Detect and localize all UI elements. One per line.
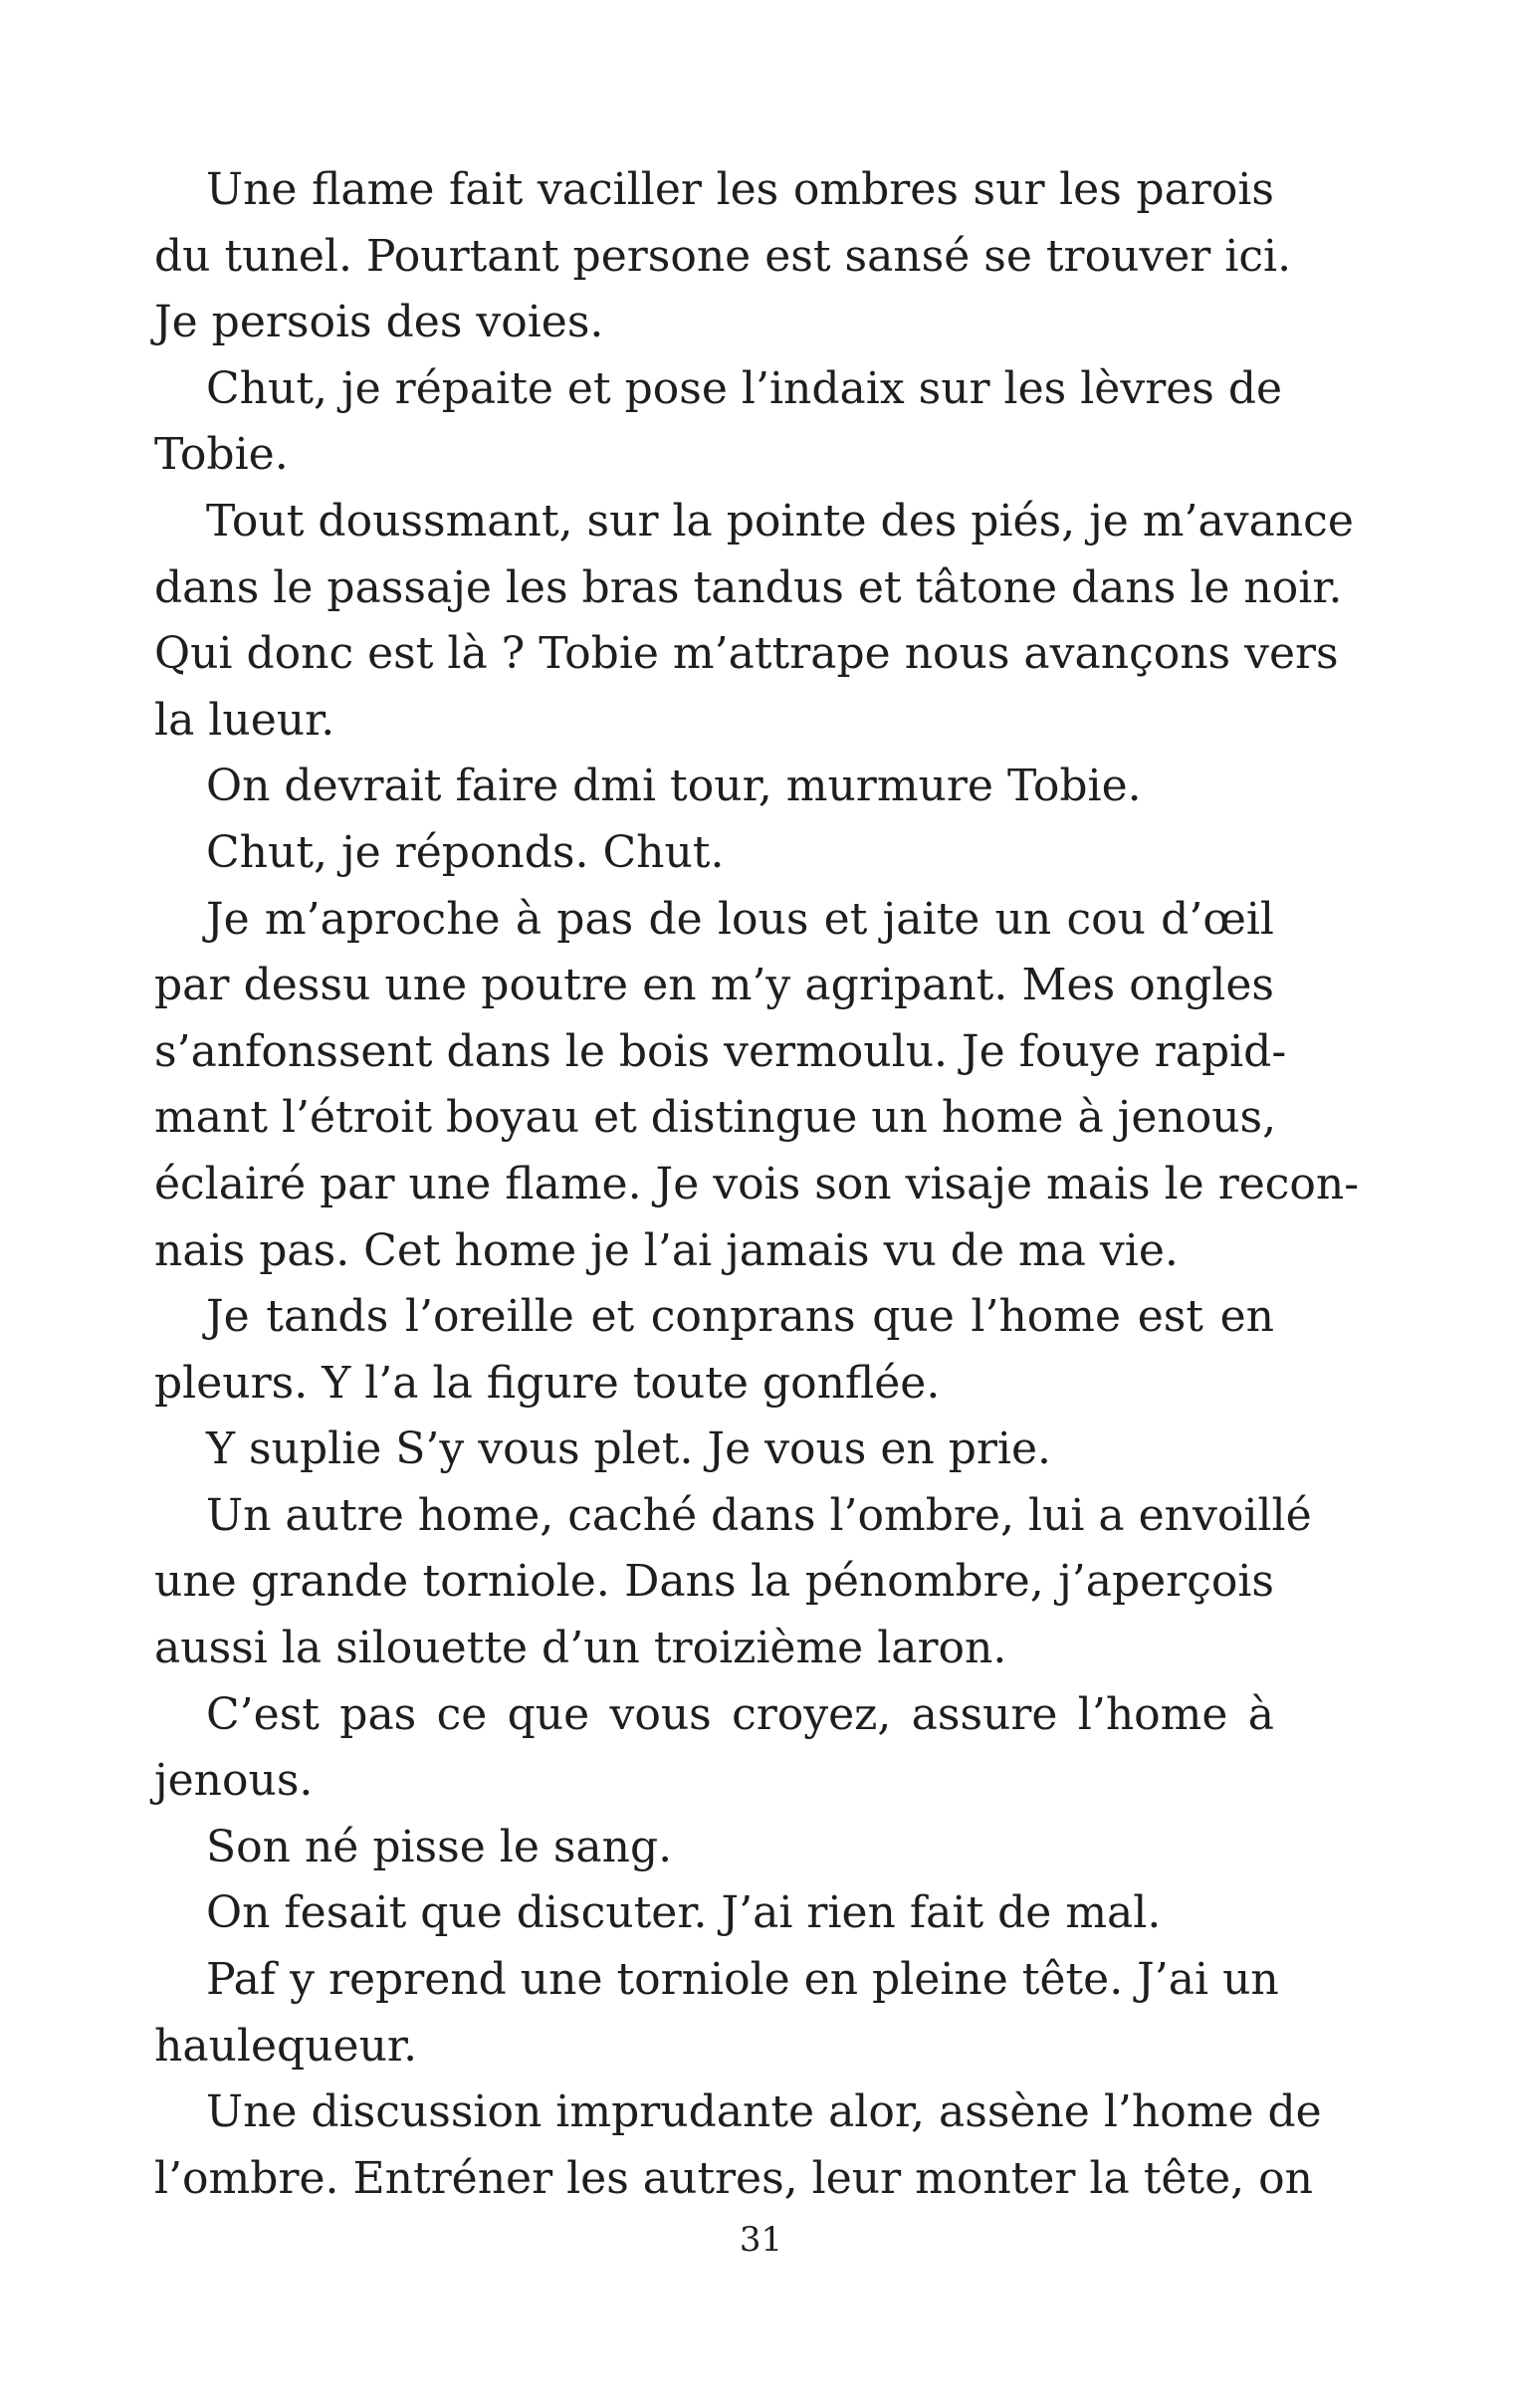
text-line: nais pas. Cet home je l’ai jamais vu de ma vie.: [154, 1224, 1179, 1276]
text-line: Chut, je répaite et pose l’indaix sur les lèvres de: [206, 362, 1283, 414]
text-line: On fesait que discuter. J’ai rien fait de mal.: [206, 1887, 1162, 1939]
text-line: Tobie.: [154, 429, 289, 481]
text-line: Un autre home, caché dans l’ombre, lui a envoillé: [206, 1489, 1312, 1541]
text-line: par dessu une poutre en m’y agripant. Mes ongles: [154, 960, 1274, 1011]
text-line: aussi la silouette d’un troizième laron.: [154, 1623, 1007, 1674]
text-line: l’ombre. Entréner les autres, leur monter la tête, on: [154, 2152, 1313, 2204]
text-line: s’anfonssent dans le bois vermoulu. Je fouye rapid-: [154, 1025, 1287, 1077]
text-line: du tunel. Pourtant persone est sansé se trouver ici.: [154, 230, 1292, 282]
page-number: 31: [739, 2220, 783, 2260]
text-line: haulequeur.: [154, 2020, 418, 2072]
text-line: une grande torniole. Dans la pénombre, j’aperçois: [154, 1556, 1274, 1608]
text-line: pleurs. Y l’a la figure toute gonflée.: [154, 1357, 941, 1409]
text-line: dans le passaje les bras tandus et tâtone dans le noir.: [154, 561, 1343, 613]
text-line: Tout doussmant, sur la pointe des piés, je m’avance: [206, 495, 1354, 547]
text-line: Son né pisse le sang.: [206, 1821, 673, 1872]
text-line: Une discussion imprudante alor, assène l’home de: [206, 2086, 1322, 2138]
text-line: la lueur.: [154, 694, 335, 746]
text-line: Qui donc est là ? Tobie m’attrape nous avançons vers: [154, 628, 1339, 680]
text-line: Paf y reprend une torniole en pleine tête. J’ai un: [206, 1954, 1279, 2006]
text-line: On devrait faire dmi tour, murmure Tobie.: [206, 761, 1142, 812]
text-line: Je m’aproche à pas de lous et jaite un cou d’œil: [206, 893, 1274, 945]
text-line: mant l’étroit boyau et distingue un home à jenous,: [154, 1092, 1277, 1144]
text-line: jenous.: [154, 1755, 314, 1807]
text-line: Chut, je réponds. Chut.: [206, 826, 725, 878]
text-line: C’est pas ce que vous croyez, assure l’home à: [206, 1688, 1274, 1740]
text-line: Je persois des voies.: [154, 297, 604, 348]
text-line: éclairé par une flame. Je vois son visaje mais le recon-: [154, 1158, 1360, 1209]
text-line: Une flame fait vaciller les ombres sur les parois: [206, 164, 1274, 215]
text-line: Je tands l’oreille et conprans que l’home est en: [206, 1291, 1274, 1343]
body-text: [154, 157, 1360, 2212]
text-line: Y suplie S’y vous plet. Je vous en prie.: [206, 1423, 1052, 1475]
